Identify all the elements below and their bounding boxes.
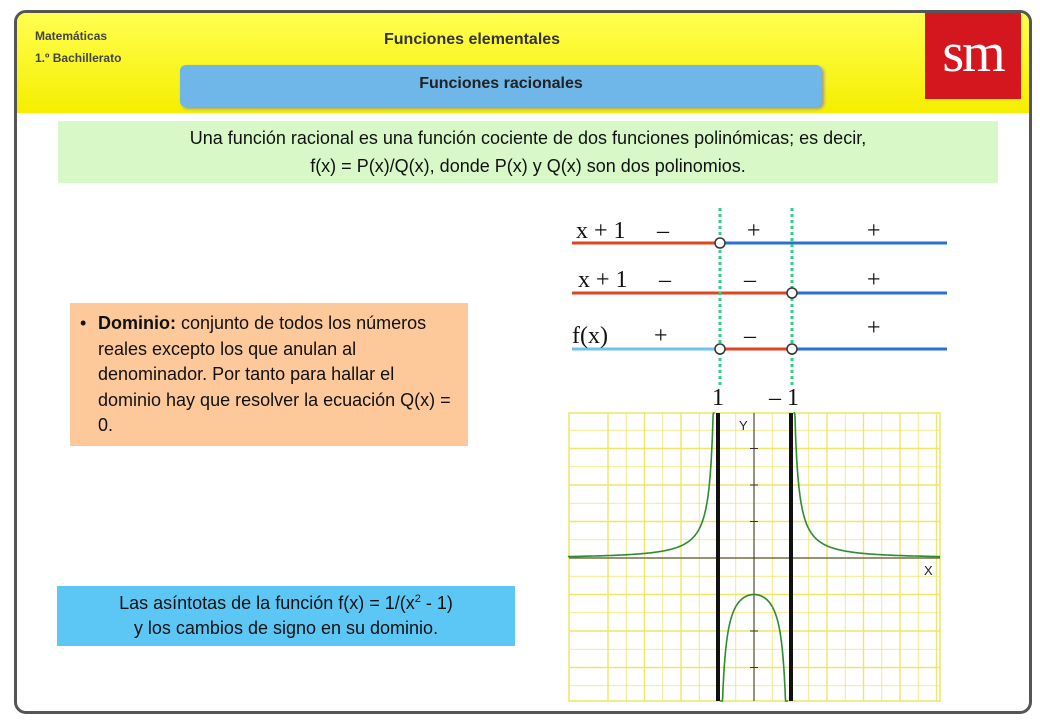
y-axis-label: Y xyxy=(739,418,748,433)
critical-label-1: 1 xyxy=(712,385,724,411)
subject-line-2: 1.º Bachillerato xyxy=(35,51,122,65)
definition-line-1: Una función racional es una función cociente de dos funciones polinómicas; es decir, xyxy=(189,128,867,148)
asymptote-text-a: Las asíntotas de la función f(x) = 1/(x xyxy=(119,593,415,613)
row2-sign-3: + xyxy=(867,267,881,293)
row1-sign-3: + xyxy=(867,218,881,244)
function-graph xyxy=(17,13,1029,711)
row3-sign-1: + xyxy=(654,323,668,349)
row3-sign-2: – xyxy=(744,323,756,349)
asymptote-exponent: 2 xyxy=(414,593,421,605)
row3-label: f(x) xyxy=(572,323,608,349)
unit-title: Funciones elementales xyxy=(384,31,561,48)
section-tab-label: Funciones racionales xyxy=(419,75,583,92)
slide-frame xyxy=(14,10,1032,714)
domain-text: conjunto de todos los números reales excepto los que anulan al denominador. Por tanto para hallar el dominio hay que resolver la ecuación Q(x) = 0. xyxy=(98,313,451,435)
row1-sign-1: – xyxy=(657,218,669,244)
asymptote-text-b: - 1) xyxy=(420,593,453,613)
row1-sign-2: + xyxy=(747,218,761,244)
row3-sign-3: + xyxy=(867,315,881,341)
row2-sign-1: – xyxy=(659,267,671,293)
sm-logo: sm xyxy=(925,13,1021,99)
domain-term: Dominio: xyxy=(98,313,176,333)
asymptote-line-2: y los cambios de signo en su dominio. xyxy=(133,618,439,638)
critical-label-2: – 1 xyxy=(769,385,799,411)
bullet-icon: • xyxy=(80,313,87,333)
row2-label: x + 1 xyxy=(578,267,628,293)
definition-line-2: f(x) = P(x)/Q(x), donde P(x) y Q(x) son dos polinomios. xyxy=(310,156,746,176)
row2-sign-2: – xyxy=(744,267,756,293)
x-axis-label: X xyxy=(924,563,933,578)
row1-label: x + 1 xyxy=(576,218,626,244)
subject-line-1: Matemáticas xyxy=(35,29,108,43)
